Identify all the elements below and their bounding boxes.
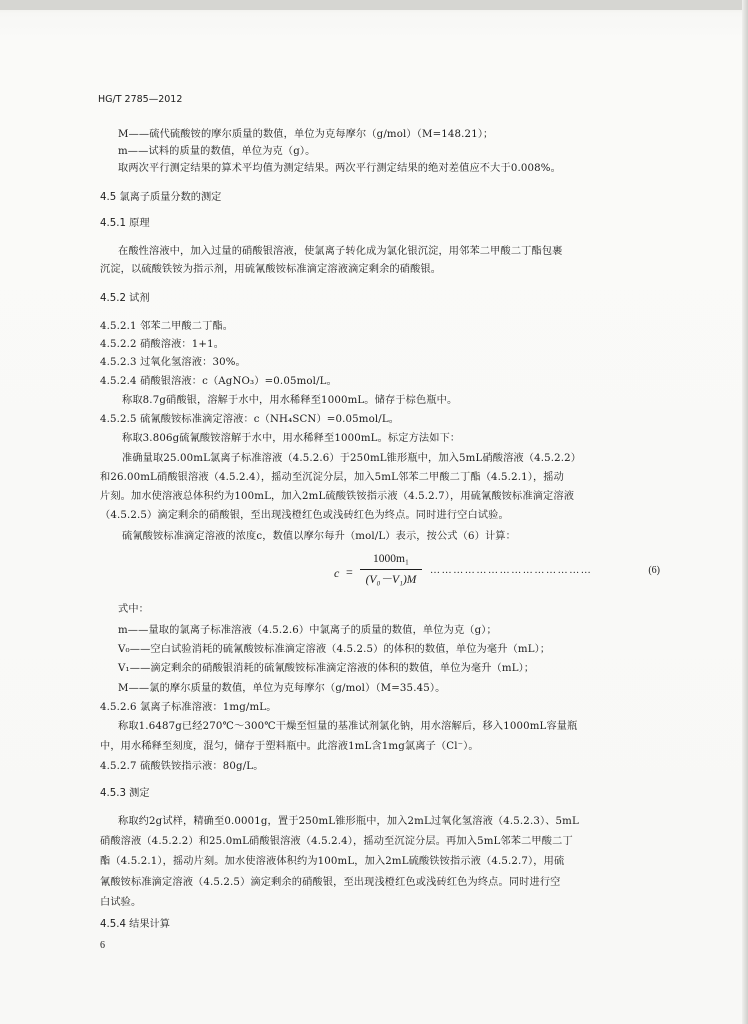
paragraph: 称取1.6487g已经270℃～300℃干燥至恒量的基准试剂氯化钠，用水溶解后，移入1000mL容量瓶 [118, 721, 578, 732]
subsection-heading: 4.5.2 试剂 [100, 293, 150, 304]
symbol-definition: M——氯的摩尔质量的数值，单位为克每摩尔（g/mol）（M=35.45）。 [118, 683, 446, 694]
paragraph: 称取约2g试样，精确至0.0001g，置于250mL锥形瓶中，加入2mL过氧化氢溶液（4.5.2.3）、5mL [118, 816, 579, 827]
paragraph: 酯（4.5.2.1），摇动片刻。加水使溶液体积约为100mL，加入2mL硫酸铁铵指示液（4.5.2.7），用硫 [100, 856, 565, 867]
subsection-heading: 4.5.3 测定 [100, 788, 150, 799]
clause: 4.5.2.3 过氧化氢溶液：30%。 [100, 357, 246, 368]
paragraph: 硝酸溶液（4.5.2.2）和25.0mL硝酸银溶液（4.5.2.4），摇动至沉淀分层。再加入5mL邻苯二甲酸二丁 [100, 836, 573, 847]
page-number: 6 [100, 940, 105, 951]
clause: 4.5.2.1 邻苯二甲酸二丁酯。 [100, 321, 234, 332]
fraction-bar [360, 569, 422, 570]
symbol-definition: V₀——空白试验消耗的硫氰酸铵标准滴定溶液（4.5.2.5）的体积的数值，单位为毫升（mL）； [118, 644, 551, 655]
paragraph: 和26.00mL硝酸银溶液（4.5.2.4），摇动至沉淀分层，加入5mL邻苯二甲酸二丁酯（4.5.2.1），摇动 [100, 472, 564, 483]
formula-leader-dots: …………………………………… [430, 565, 593, 576]
paragraph: 在酸性溶液中，加入过量的硝酸银溶液，使氯离子转化成为氯化银沉淀，用邻苯二甲酸二丁酯包裹 [118, 246, 563, 257]
clause: 4.5.2.7 硫酸铁铵指示液：80g/L。 [100, 761, 264, 772]
paragraph: 准确量取25.00mL氯离子标准溶液（4.5.2.6）于250mL锥形瓶中，加入5mL硝酸溶液（4.5.2.2） [122, 453, 582, 464]
clause: 4.5.2.2 硝酸溶液：1+1。 [100, 339, 225, 350]
paragraph: （4.5.2.5）滴定剩余的硝酸银，至出现浅橙红色或浅砖红色为终点。同时进行空白试验。 [100, 510, 509, 521]
where-label: 式中： [118, 604, 150, 615]
paragraph: 沉淀，以硫酸铁铵为指示剂，用硫氰酸铵标准滴定溶液滴定剩余的硝酸银。 [100, 264, 442, 275]
formula-6 [334, 553, 660, 593]
clause: 4.5.2.4 硝酸银溶液：c（AgNO₃）=0.05mol/L。 [100, 376, 337, 387]
paragraph: 取两次平行测定结果的算术平均值为测定结果。两次平行测定结果的绝对差值应不大于0.008%。 [118, 163, 561, 174]
paragraph: 中，用水稀释至刻度，混匀，储存于塑料瓶中。此溶液1mL含1mg氯离子（Cl⁻）。 [100, 741, 479, 752]
formula-numerator: 1000m₁ [373, 553, 409, 565]
symbol-definition: m——试料的质量的数值，单位为克（g）。 [118, 146, 316, 157]
symbol-definition: M——硫代硫酸铵的摩尔质量的数值，单位为克每摩尔（g/mol）（M=148.21）； [118, 129, 494, 140]
paragraph: 氰酸铵标准滴定溶液（4.5.2.5）滴定剩余的硝酸银，至出现浅橙红色或浅砖红色为终点。同时进行空 [100, 877, 561, 888]
scan-right-edge [742, 0, 748, 1024]
clause: 4.5.2.6 氯离子标准溶液：1mg/mL。 [100, 702, 277, 713]
formula-denominator: (V₀－V₁)M [365, 574, 417, 586]
clause: 4.5.2.5 硫氰酸铵标准滴定溶液：c（NH₄SCN）=0.05mol/L。 [100, 414, 400, 425]
scan-top-edge [0, 0, 748, 10]
standard-number: HG/T 2785—2012 [98, 94, 183, 105]
paragraph: 片刻。加水使溶液总体积约为100mL，加入2mL硫酸铁铵指示液（4.5.2.7），用硫氰酸铵标准滴定溶液 [100, 491, 575, 502]
paragraph: 硫氰酸铵标准滴定溶液的浓度c，数值以摩尔每升（mol/L）表示，按公式（6）计算： [122, 531, 516, 542]
formula-lhs: c [334, 566, 340, 580]
formula-number: (6) [648, 565, 660, 576]
symbol-definition: V₁——滴定剩余的硝酸银消耗的硫氰酸铵标准滴定溶液的体积的数值，单位为毫升（mL）； [118, 663, 535, 674]
paragraph: 白试验。 [100, 897, 142, 908]
formula-equals: = [346, 565, 353, 579]
section-heading: 4.5 氯离子质量分数的测定 [100, 192, 222, 203]
subsection-heading: 4.5.1 原理 [100, 218, 150, 229]
paragraph: 称取8.7g硝酸银，溶解于水中，用水稀释至1000mL。储存于棕色瓶中。 [122, 395, 458, 406]
symbol-definition: m——量取的氯离子标准溶液（4.5.2.6）中氯离子的质量的数值，单位为克（g）； [118, 625, 497, 636]
subsection-heading: 4.5.4 结果计算 [100, 919, 170, 930]
paragraph: 称取3.806g硫氰酸铵溶解于水中，用水稀释至1000mL。标定方法如下： [122, 433, 461, 444]
